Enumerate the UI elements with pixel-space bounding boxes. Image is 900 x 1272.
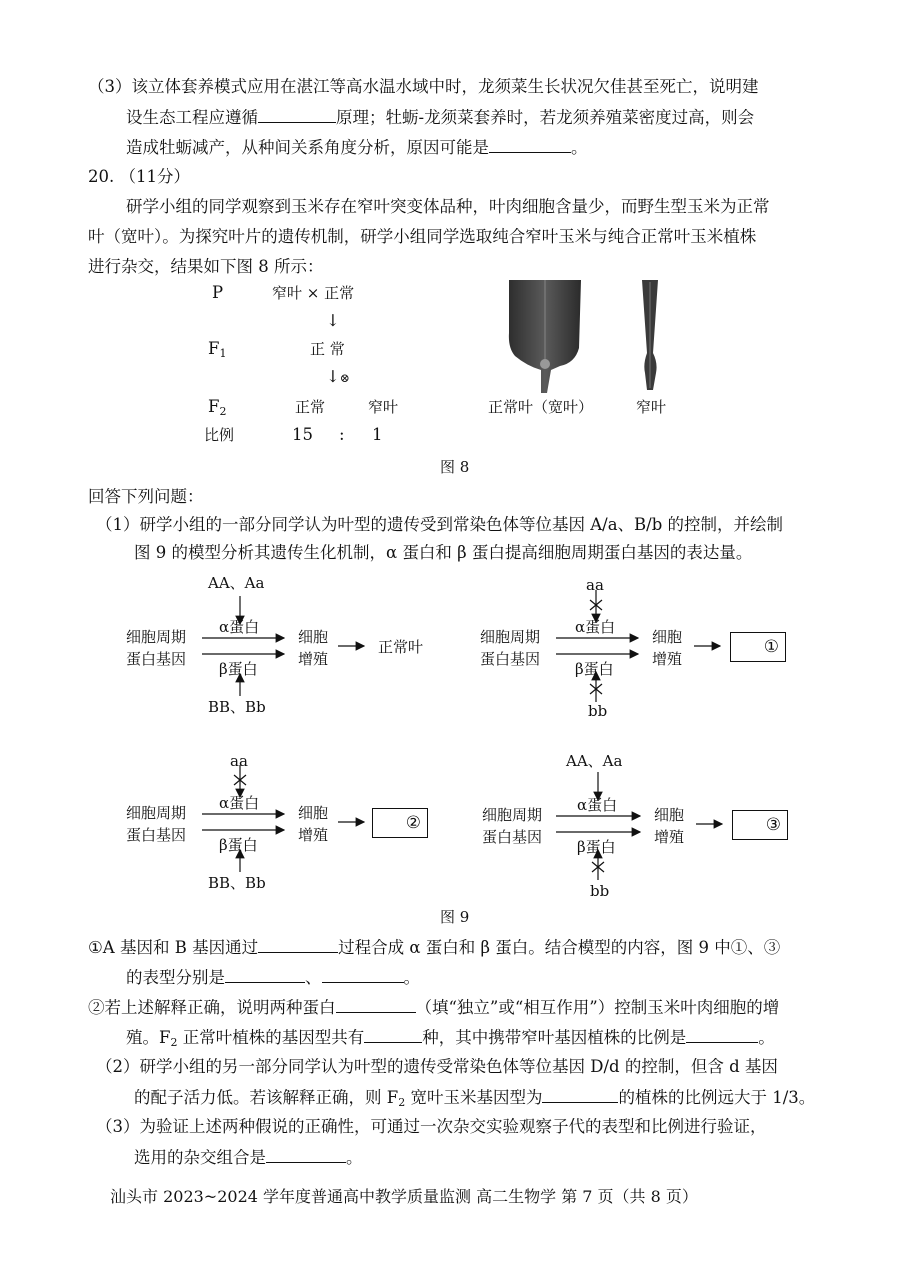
answer-blank[interactable] <box>336 996 416 1013</box>
q1-line2: 图 9 的模型分析其遗传生化机制，α 蛋白和 β 蛋白提高细胞周期蛋白基因的表达量。 <box>134 543 753 562</box>
answer-blank[interactable] <box>542 1086 618 1103</box>
f1-label: $F_1$ <box>208 339 227 360</box>
q3-line1: （3）为验证上述两种假说的正确性，可通过一次杂交实验观察子代的表型和比例进行验证， <box>96 1117 767 1136</box>
q2-line1: （2）研学小组的另一部分同学认为叶型的遗传受常染色体等位基因 D/d 的控制，但含 d 基因 <box>96 1057 778 1076</box>
sub2-line1: ②若上述解释正确，说明两种蛋白 （填“独立”或“相互作用”）控制玉米叶肉细胞的增 <box>88 998 780 1017</box>
p4-gene-l1: 细胞周期 <box>482 806 543 824</box>
f2-label: $F_2$ <box>208 397 227 418</box>
answer-blank[interactable] <box>225 966 305 983</box>
p3-alpha: α蛋白 <box>219 794 260 812</box>
figure-9-caption: 图 9 <box>440 908 470 926</box>
p2-gene-l1: 细胞周期 <box>480 628 541 646</box>
p3-gene-l1: 细胞周期 <box>126 804 187 822</box>
p1-AA-Aa: AA、Aa <box>208 574 265 592</box>
page-footer: 汕头市 2023~2024 学年度普通高中教学质量监测 高二生物学 第 7 页（共 8 页） <box>110 1187 698 1206</box>
p4-gene-l2: 蛋白基因 <box>482 828 543 846</box>
sub1-line1: ①A 基因和 B 基因通过 过程合成 α 蛋白和 β 蛋白。结合模型的内容，图 9 中①、③ <box>88 938 781 957</box>
answer-blank[interactable] <box>258 106 336 123</box>
p4-AA-Aa: AA、Aa <box>566 752 623 770</box>
p2-aa: aa <box>586 576 604 594</box>
wide-leaf-label: 正常叶（宽叶） <box>488 398 594 416</box>
p4-beta: β蛋白 <box>577 838 616 856</box>
sub2-line2: 殖。$F_2$ 正常叶植株的基因型共有 种，其中携带窄叶基因植株的比例是 。 <box>126 1028 775 1049</box>
arrow-down-1: ↓ <box>326 311 340 330</box>
f1-phenotype: 正 常 <box>310 340 345 358</box>
p3-beta: β蛋白 <box>219 836 258 854</box>
answer-box-3[interactable]: ③ <box>732 810 788 840</box>
p2-cell-l1: 细胞 <box>652 628 683 646</box>
p1-gene-l2: 蛋白基因 <box>126 650 187 668</box>
ratio-colon: : <box>339 425 345 444</box>
p3-cell-l2: 增殖 <box>298 826 329 844</box>
sub1-line2: 的表型分别是 、 。 <box>126 968 420 987</box>
answer-blank[interactable] <box>258 936 338 953</box>
q1-line1: （1）研学小组的一部分同学认为叶型的遗传受到常染色体等位基因 A/a、B/b 的控制，并绘制 <box>96 515 784 534</box>
p4-bb: bb <box>590 882 610 900</box>
ratio-b: 1 <box>372 425 383 444</box>
answer-box-1[interactable]: ① <box>730 632 786 662</box>
p2-cell-l2: 增殖 <box>652 650 683 668</box>
self-cross-icon: ⊗ <box>339 371 350 385</box>
q19-3-line2: 设生态工程应遵循 原理；牡蛎-龙须菜套养时，若龙须养殖菜密度过高，则会 <box>126 108 755 127</box>
q20-intro-2: 叶（宽叶）。为探究叶片的遗传机制，研学小组同学选取纯合窄叶玉米与纯合正常叶玉米植株 <box>88 227 757 246</box>
ratio-label: 比例 <box>204 426 235 444</box>
p3-gene-l2: 蛋白基因 <box>126 826 187 844</box>
answer-blank[interactable] <box>489 136 571 153</box>
p1-cell-l2: 增殖 <box>298 650 329 668</box>
p4-cell-l2: 增殖 <box>654 828 685 846</box>
q20-header: 20. （11分） <box>88 167 190 186</box>
p4-alpha: α蛋白 <box>577 796 618 814</box>
p-label: P <box>212 283 224 302</box>
p2-gene-l2: 蛋白基因 <box>480 650 541 668</box>
f2-normal: 正常 <box>295 398 326 416</box>
answer-blank[interactable] <box>322 966 404 983</box>
p-cross: 窄叶 × 正常 <box>272 284 355 302</box>
arrow-down-2: ↓⊗ <box>326 367 350 386</box>
figure-9-arrows <box>0 560 900 900</box>
q3-line2: 选用的杂交组合是 。 <box>134 1148 363 1167</box>
p2-bb: bb <box>588 702 608 720</box>
wide-leaf-photo <box>505 278 585 394</box>
q20-intro-3: 进行杂交，结果如下图 8 所示： <box>88 257 324 276</box>
narrow-leaf-photo <box>636 278 666 394</box>
p4-cell-l1: 细胞 <box>654 806 685 824</box>
answer-blank[interactable] <box>364 1026 422 1043</box>
q19-3-line3: 造成牡蛎减产，从种间关系角度分析，原因可能是 。 <box>126 138 588 157</box>
p1-BB-Bb: BB、Bb <box>208 698 266 716</box>
p1-cell-l1: 细胞 <box>298 628 329 646</box>
answer-box-2[interactable]: ② <box>372 808 428 838</box>
p2-beta: β蛋白 <box>575 660 614 678</box>
q20-intro-1: 研学小组的同学观察到玉米存在窄叶突变体品种，叶肉细胞含量少，而野生型玉米为正常 <box>126 197 770 216</box>
p3-BB-Bb: BB、Bb <box>208 874 266 892</box>
answer-intro: 回答下列问题： <box>88 487 204 506</box>
narrow-leaf-label: 窄叶 <box>636 398 667 416</box>
ratio-a: 15 <box>292 425 313 444</box>
p1-beta: β蛋白 <box>219 660 258 678</box>
f2-narrow: 窄叶 <box>368 398 399 416</box>
q19-3-line1: （3）该立体套养模式应用在湛江等高水温水域中时，龙须菜生长状况欠佳甚至死亡，说明建 <box>88 77 759 96</box>
p1-alpha: α蛋白 <box>219 618 260 636</box>
answer-blank[interactable] <box>686 1026 758 1043</box>
p3-cell-l1: 细胞 <box>298 804 329 822</box>
answer-blank[interactable] <box>266 1146 346 1163</box>
p1-result-normal: 正常叶 <box>378 638 424 656</box>
p3-aa: aa <box>230 752 248 770</box>
p2-alpha: α蛋白 <box>575 618 616 636</box>
p1-gene-l1: 细胞周期 <box>126 628 187 646</box>
q2-line2: 的配子活力低。若该解释正确，则 $F_2$ 宽叶玉米基因型为 的植株的比例远大于 1/3。 <box>134 1088 816 1109</box>
figure-8-caption: 图 8 <box>440 458 470 476</box>
